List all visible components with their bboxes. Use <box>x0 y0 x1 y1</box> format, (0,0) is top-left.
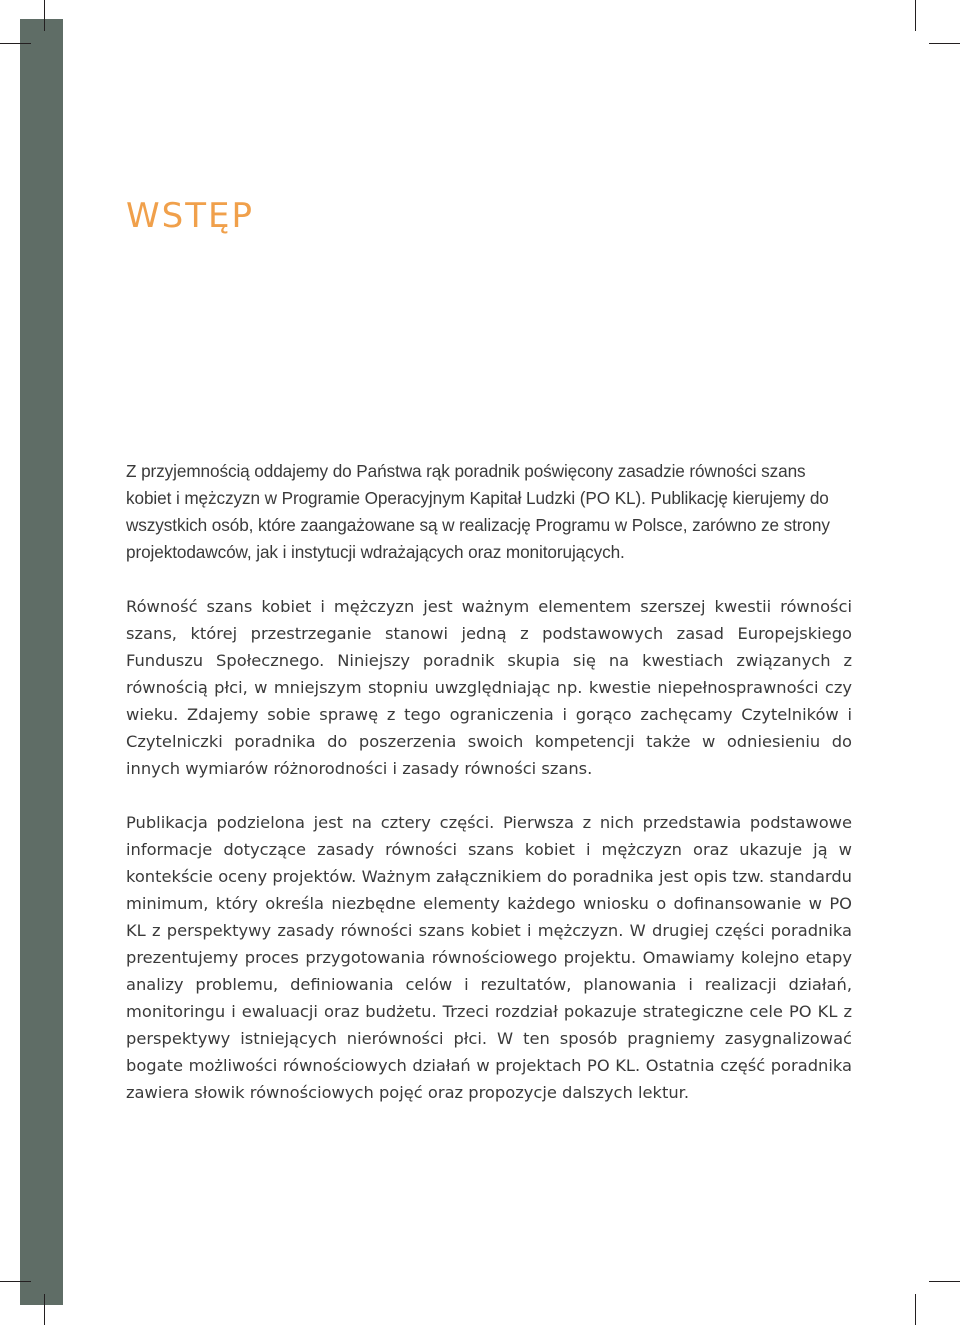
crop-mark <box>915 0 916 31</box>
sidebar-bar <box>20 19 63 1305</box>
body-text <box>126 458 852 1106</box>
page-title: WSTĘP <box>126 196 254 236</box>
crop-mark <box>0 1281 31 1282</box>
equality-paragraph: Równość szans kobiet i mężczyzn jest ważnym elementem szerszej kwestii równości szans, której przestrzeganie stanowi jedną z podstawowych zasad Europejskiego Funduszu Społecznego. Niniejszy poradnik skupia się na kwestiach związanych z równością płci, w mniejszym stopniu uwzględniając np. kwestie niepełnosprawności czy wieku. Zdajemy sobie sprawę z tego ograniczenia i gorąco zachęcamy Czytelników i Czytelniczki poradnika do poszerzenia swoich kompetencji także w odniesieniu do innych wymiarów różnorodności i zasady równości szans. <box>126 597 852 778</box>
crop-mark <box>929 1281 960 1282</box>
crop-mark <box>915 1294 916 1325</box>
crop-mark <box>44 1294 45 1325</box>
crop-mark <box>929 43 960 44</box>
structure-paragraph: Publikacja podzielona jest na cztery części. Pierwsza z nich przedstawia podstawowe informacje dotyczące zasady równości szans kobiet i mężczyzn oraz ukazuje ją w kontekście oceny projektów. Ważnym załącznikiem do poradnika jest opis tzw. standardu minimum, który określa niezbędne elementy każdego wniosku o dofinansowanie w PO KL z perspektywy zasady równości szans kobiet i mężczyzn. W drugiej części poradnika prezentujemy proces przygotowania równościowego projektu. Omawiamy kolejno etapy analizy problemu, definiowania celów i rezultatów, planowania i realizacji działań, monitoringu i ewaluacji oraz budżetu. Trzeci rozdział pokazuje strategiczne cele PO KL z perspektywy istniejących nierówności płci. W ten sposób pragniemy zasygnalizować bogate możliwości równościowych działań w projektach PO KL. Ostatnia część poradnika zawiera słowik równościowych pojęć oraz propozycje dalszych lektur. <box>126 813 852 1102</box>
crop-mark <box>44 0 45 31</box>
crop-mark <box>0 43 31 44</box>
intro-paragraph: Z przyjemnością oddajemy do Państwa rąk poradnik poświęcony zasadzie równości szans kobiet i mężczyzn w Programie Operacyjnym Kapitał Ludzki (PO KL). Publikację kierujemy do wszystkich osób, które zaangażowane są w realizację Programu w Polsce, zarówno ze strony projektodawców, jak i instytucji wdrażających oraz monitorujących. <box>126 461 830 562</box>
